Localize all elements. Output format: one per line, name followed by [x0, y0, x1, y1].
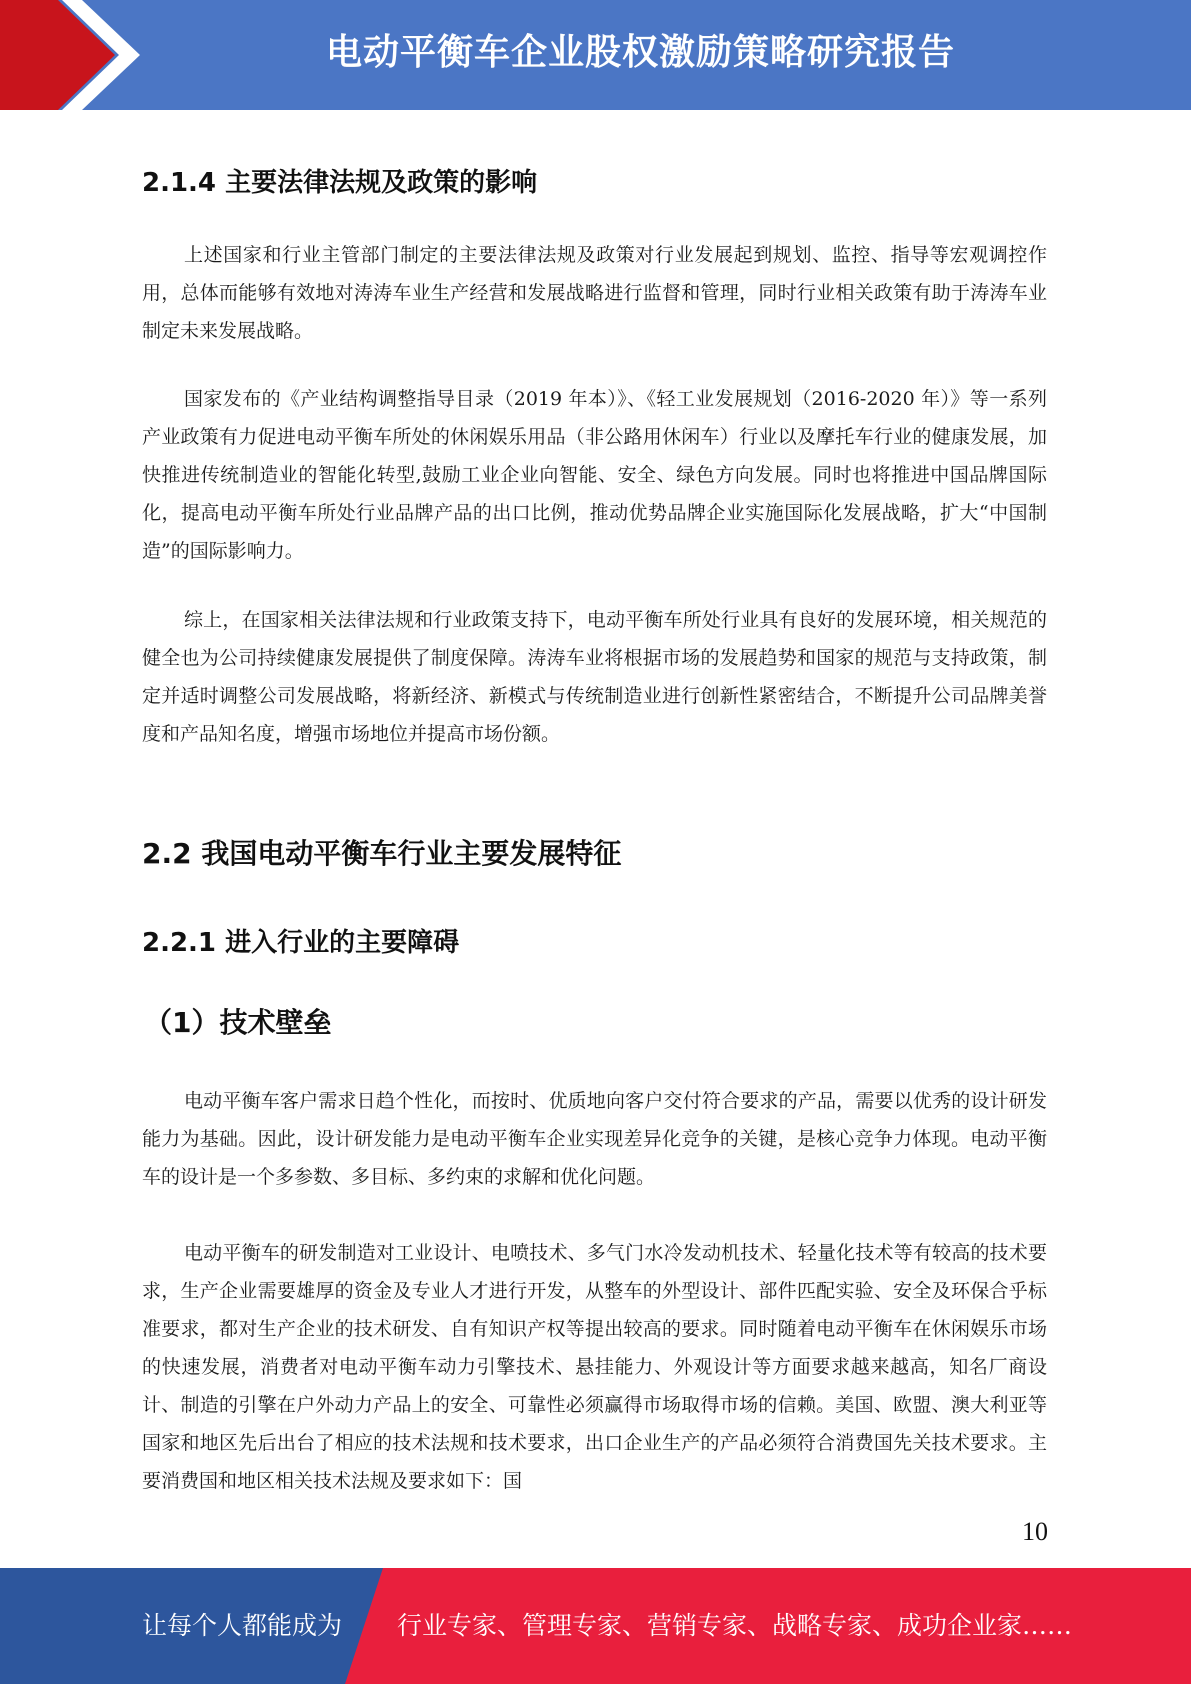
- page-number: 10: [1022, 1517, 1048, 1546]
- report-title: 电动平衡车企业股权激励策略研究报告: [325, 32, 955, 73]
- section-heading-2-2: 2.2 我国电动平衡车行业主要发展特征: [142, 837, 622, 870]
- footer-banner: [0, 1568, 1191, 1684]
- header-banner: [0, 0, 1191, 110]
- paragraph: 电动平衡车客户需求日趋个性化，而按时、优质地向客户交付符合要求的产品，需要以优秀的设计研发能力为基础。因此，设计研发能力是电动平衡车企业实现差异化竞争的关键，是核心竞争力体现。电动平衡车的设计是一个多参数、多目标、多约束的求解和优化问题。: [142, 1090, 1047, 1188]
- paragraph: 国家发布的《产业结构调整指导目录（2019 年本）》、《轻工业发展规划（2016-2020 年）》等一系列产业政策有力促进电动平衡车所处的休闲娱乐用品（非公路用休闲车）行业以及摩托车行业的健康发展，加快推进传统制造业的智能化转型,鼓励工业企业向智能、安全、绿色方向发展。同时也将推进中国品牌国际化，提高电动平衡车所处行业品牌产品的出口比例，推动优势品牌企业实施国际化发展战略，扩大“中国制造”的国际影响力。: [142, 388, 1047, 562]
- header-arrow-decoration: [0, 0, 150, 110]
- paragraph: 电动平衡车的研发制造对工业设计、电喷技术、多气门水冷发动机技术、轻量化技术等有较高的技术要求，生产企业需要雄厚的资金及专业人才进行开发，从整车的外型设计、部件匹配实验、安全及环保合乎标准要求，都对生产企业的技术研发、自有知识产权等提出较高的要求。同时随着电动平衡车在休闲娱乐市场的快速发展，消费者对电动平衡车动力引擎技术、悬挂能力、外观设计等方面要求越来越高，知名厂商设计、制造的引擎在户外动力产品上的安全、可靠性必须赢得市场取得市场的信赖。美国、欧盟、澳大利亚等国家和地区先后出台了相应的技术法规和技术要求，出口企业生产的产品必须符合消费国先关技术要求。主要消费国和地区相关技术法规及要求如下：国: [142, 1242, 1047, 1492]
- paragraph: 综上，在国家相关法律法规和行业政策支持下，电动平衡车所处行业具有良好的发展环境，相关规范的健全也为公司持续健康发展提供了制度保障。涛涛车业将根据市场的发展趋势和国家的规范与支持政策，制定并适时调整公司发展战略，将新经济、新模式与传统制造业进行创新性紧密结合，不断提升公司品牌美誉度和产品知名度，增强市场地位并提高市场份额。: [142, 609, 1047, 745]
- section-heading-2-1-4: 2.1.4 主要法律法规及政策的影响: [142, 168, 538, 198]
- subsection-heading-tech-barrier: （1）技术壁垒: [144, 1006, 332, 1039]
- section-heading-2-2-1: 2.2.1 进入行业的主要障碍: [142, 928, 460, 958]
- footer-slogan-left: 让每个人都能成为: [142, 1611, 343, 1640]
- footer-slogan-right: 行业专家、管理专家、营销专家、战略专家、成功企业家……: [397, 1611, 1073, 1640]
- paragraph: 上述国家和行业主管部门制定的主要法律法规及政策对行业发展起到规划、监控、指导等宏观调控作用，总体而能够有效地对涛涛车业生产经营和发展战略进行监督和管理，同时行业相关政策有助于涛涛车业制定未来发展战略。: [142, 244, 1047, 342]
